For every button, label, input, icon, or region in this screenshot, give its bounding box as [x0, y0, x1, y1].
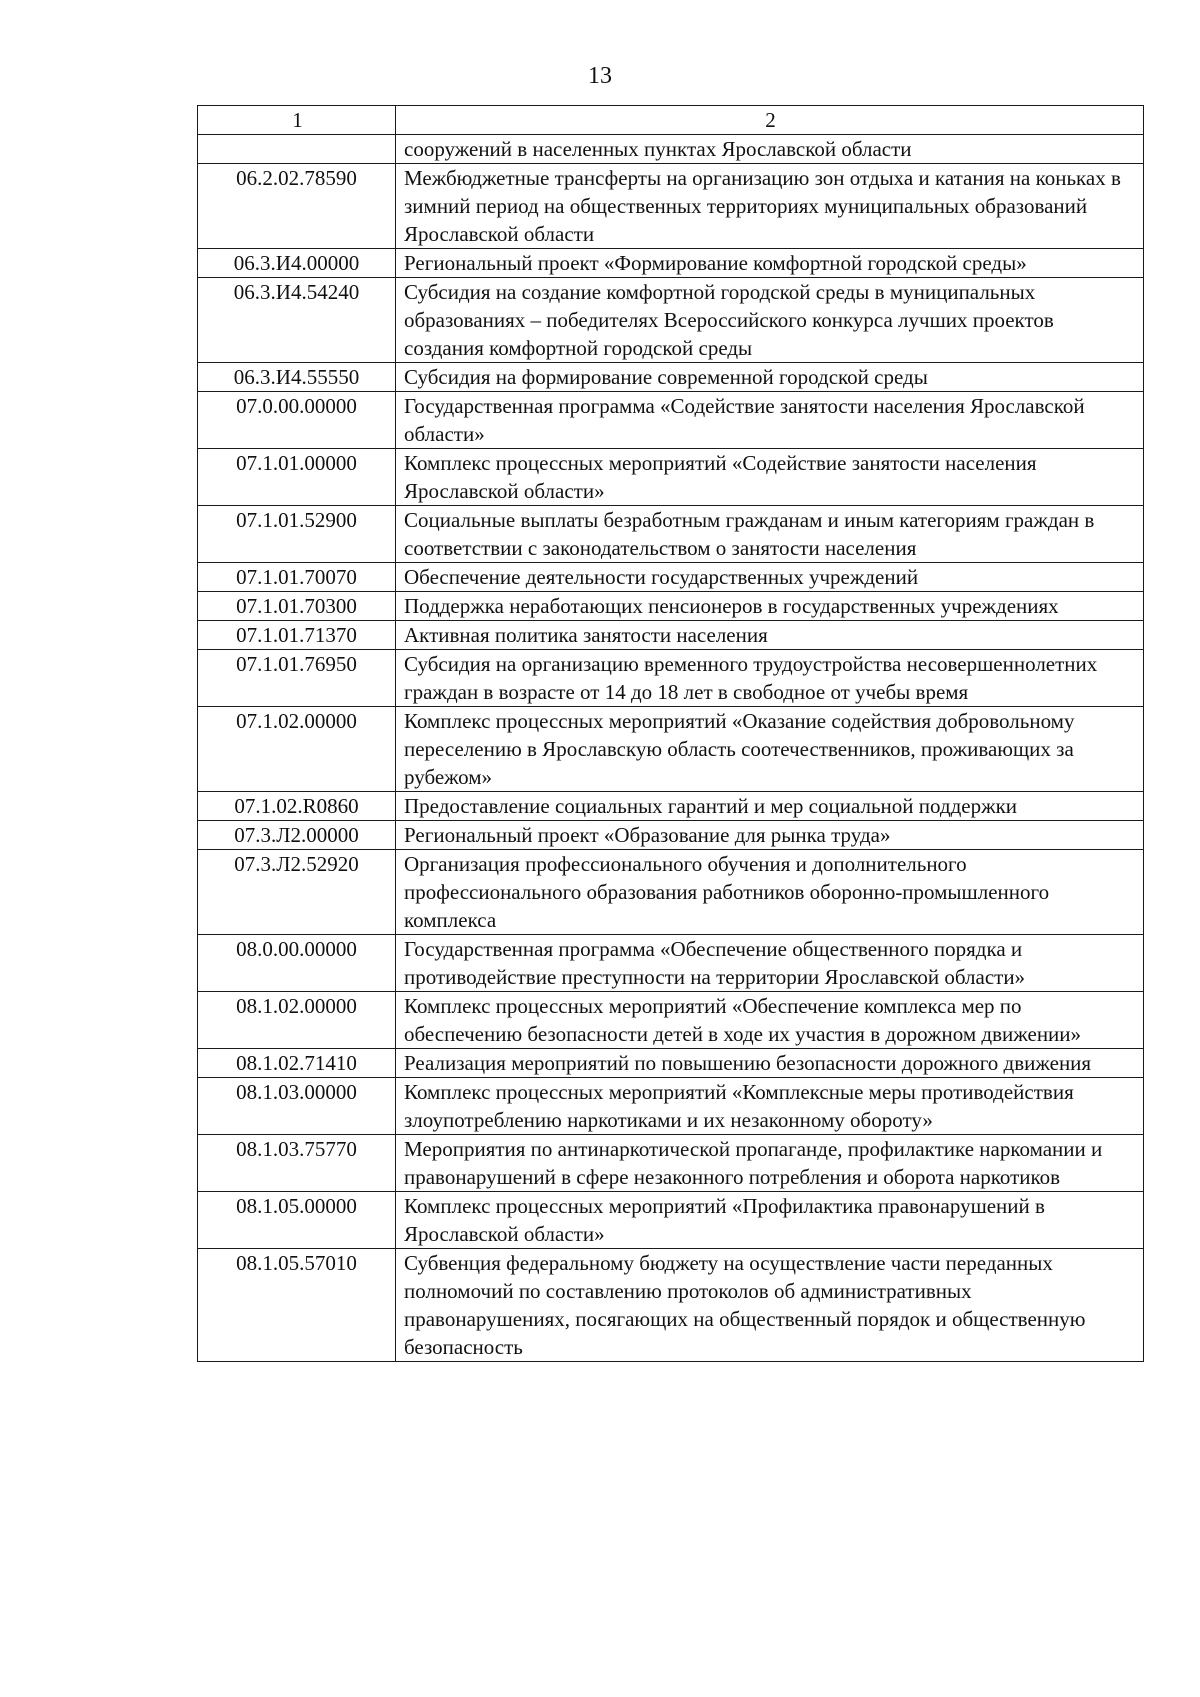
budget-code-cell: 08.1.05.57010	[198, 1249, 396, 1362]
table-row	[198, 992, 1144, 1049]
description-cell: Реализация мероприятий по повышению безопасности дорожного движения	[396, 1049, 1144, 1078]
budget-code-cell: 06.3.И4.55550	[198, 363, 396, 392]
budget-code-cell: 08.1.02.00000	[198, 992, 396, 1049]
budget-code-cell: 08.1.03.75770	[198, 1135, 396, 1192]
budget-code-cell: 07.0.00.00000	[198, 392, 396, 449]
budget-code-cell: 08.1.03.00000	[198, 1078, 396, 1135]
budget-code-cell: 08.1.02.71410	[198, 1049, 396, 1078]
table-row	[198, 592, 1144, 621]
budget-code-cell: 06.3.И4.54240	[198, 278, 396, 363]
description-cell: Комплекс процессных мероприятий «Оказание содействия добровольному переселению в Ярославскую область соотечественников, проживающих за рубежом»	[396, 707, 1144, 792]
table-row	[198, 650, 1144, 707]
table-row	[198, 363, 1144, 392]
budget-code-cell	[198, 135, 396, 164]
table-row	[198, 1078, 1144, 1135]
table-row	[198, 563, 1144, 592]
description-cell: Организация профессионального обучения и дополнительного профессионального образования работников оборонно-промышленного комплекса	[396, 850, 1144, 935]
budget-code-cell: 07.1.01.52900	[198, 506, 396, 563]
column-header-1: 1	[198, 106, 396, 135]
table-body	[198, 135, 1144, 1362]
column-header-2: 2	[396, 106, 1144, 135]
description-cell: Социальные выплаты безработным гражданам и иным категориям граждан в соответствии с законодательством о занятости населения	[396, 506, 1144, 563]
description-cell: Государственная программа «Содействие занятости населения Ярославской области»	[396, 392, 1144, 449]
description-cell: Поддержка неработающих пенсионеров в государственных учреждениях	[396, 592, 1144, 621]
description-cell: Предоставление социальных гарантий и мер социальной поддержки	[396, 792, 1144, 821]
budget-code-cell: 07.1.01.00000	[198, 449, 396, 506]
table-row	[198, 278, 1144, 363]
budget-code-cell: 08.0.00.00000	[198, 935, 396, 992]
description-cell: Активная политика занятости населения	[396, 621, 1144, 650]
table-row	[198, 1135, 1144, 1192]
description-cell: Региональный проект «Формирование комфортной городской среды»	[396, 249, 1144, 278]
table-row	[198, 850, 1144, 935]
table-row	[198, 249, 1144, 278]
budget-code-cell: 06.3.И4.00000	[198, 249, 396, 278]
table-row	[198, 164, 1144, 249]
description-cell: Субсидия на создание комфортной городской среды в муниципальных образованиях – победителях Всероссийского конкурса лучших проектов создания комфортной городской среды	[396, 278, 1144, 363]
table-row	[198, 935, 1144, 992]
table-row	[198, 506, 1144, 563]
budget-code-cell: 07.1.02.R0860	[198, 792, 396, 821]
budget-code-cell: 07.1.01.70300	[198, 592, 396, 621]
description-cell: Региональный проект «Образование для рынка труда»	[396, 821, 1144, 850]
description-cell: Мероприятия по антинаркотической пропаганде, профилактике наркомании и правонарушений в сфере незаконного потребления и оборота наркотиков	[396, 1135, 1144, 1192]
table-row	[198, 135, 1144, 164]
description-cell: Обеспечение деятельности государственных учреждений	[396, 563, 1144, 592]
table-row	[198, 792, 1144, 821]
budget-code-cell: 07.3.Л2.52920	[198, 850, 396, 935]
description-cell: Субвенция федеральному бюджету на осуществление части переданных полномочий по составлению протоколов об административных правонарушениях, посягающих на общественный порядок и общественную безопасность	[396, 1249, 1144, 1362]
table-row	[198, 621, 1144, 650]
budget-code-cell: 07.1.01.76950	[198, 650, 396, 707]
budget-code-cell: 07.1.02.00000	[198, 707, 396, 792]
budget-code-cell: 07.1.01.70070	[198, 563, 396, 592]
table-row	[198, 821, 1144, 850]
description-cell: Комплекс процессных мероприятий «Профилактика правонарушений в Ярославской области»	[396, 1192, 1144, 1249]
table-header-row	[198, 106, 1144, 135]
budget-code-cell: 07.3.Л2.00000	[198, 821, 396, 850]
description-cell: Государственная программа «Обеспечение общественного порядка и противодействие преступности на территории Ярославской области»	[396, 935, 1144, 992]
budget-code-cell: 06.2.02.78590	[198, 164, 396, 249]
table-row	[198, 1192, 1144, 1249]
description-cell: Комплекс процессных мероприятий «Обеспечение комплекса мер по обеспечению безопасности детей в ходе их участия в дорожном движении»	[396, 992, 1144, 1049]
page-number: 13	[588, 63, 612, 89]
description-cell: Межбюджетные трансферты на организацию зон отдыха и катания на коньках в зимний период на общественных территориях муниципальных образований Ярославской области	[396, 164, 1144, 249]
description-cell: Субсидия на формирование современной городской среды	[396, 363, 1144, 392]
description-cell: Субсидия на организацию временного трудоустройства несовершеннолетних граждан в возрасте от 14 до 18 лет в свободное от учебы время	[396, 650, 1144, 707]
description-cell: сооружений в населенных пунктах Ярославской области	[396, 135, 1144, 164]
table-row	[198, 1049, 1144, 1078]
budget-code-cell: 08.1.05.00000	[198, 1192, 396, 1249]
description-cell: Комплекс процессных мероприятий «Комплексные меры противодействия злоупотреблению наркотиками и их незаконному обороту»	[396, 1078, 1144, 1135]
budget-classification-table	[197, 105, 1144, 1362]
budget-code-cell: 07.1.01.71370	[198, 621, 396, 650]
table-row	[198, 449, 1144, 506]
table-row	[198, 392, 1144, 449]
description-cell: Комплекс процессных мероприятий «Содействие занятости населения Ярославской области»	[396, 449, 1144, 506]
table-row	[198, 1249, 1144, 1362]
table-row	[198, 707, 1144, 792]
